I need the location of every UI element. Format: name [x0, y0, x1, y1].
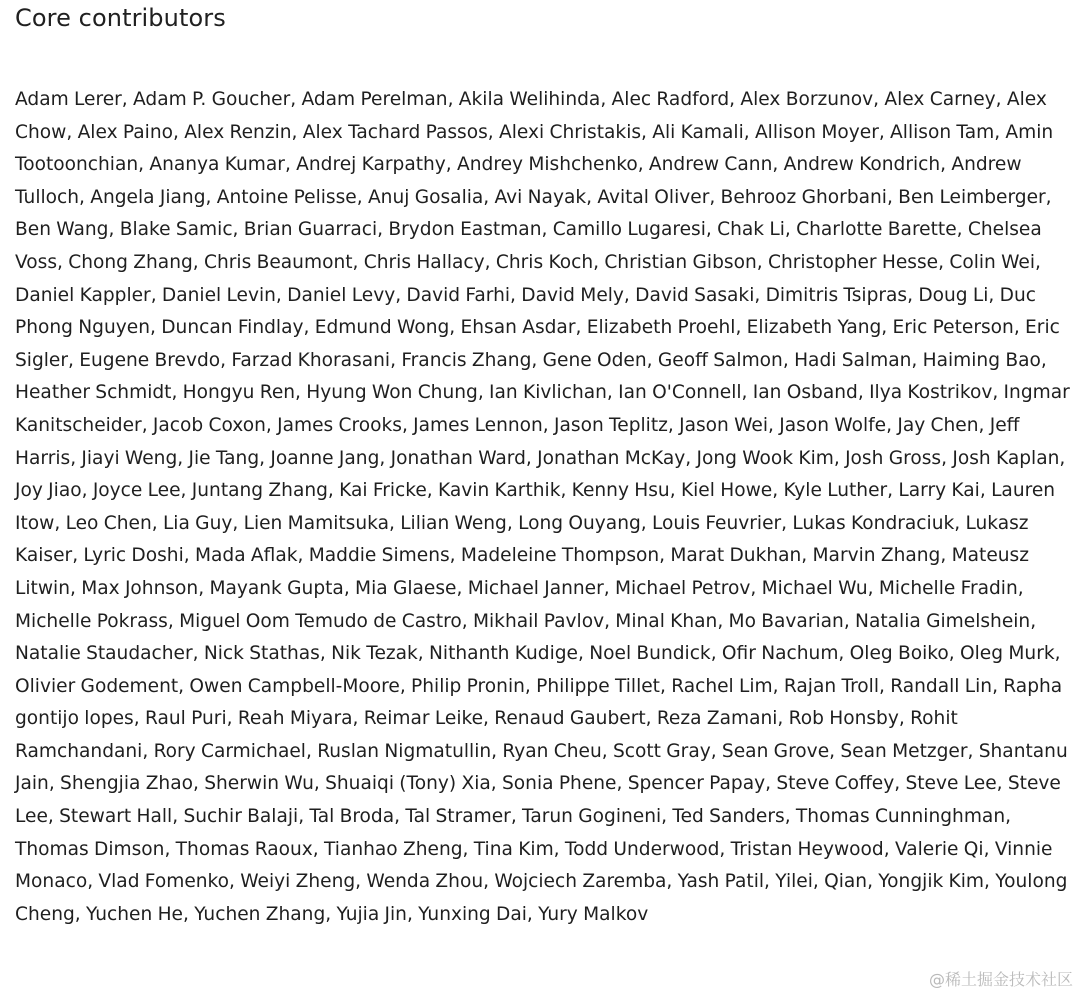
contributors-list: Adam Lerer, Adam P. Goucher, Adam Perelman, Akila Welihinda, Alec Radford, Alex Borzunov, Alex Carney, Alex Chow, Alex Paino, Alex Renzin, Alex Tachard Passos, Alexi Christakis, Ali Kamali, Allison Moyer, Allison Tam, Amin Tootoonchian, Ananya Kumar, Andrej Karpathy, Andrey Mishchenko, Andrew Cann, Andrew Kondrich, Andrew Tulloch, Angela Jiang, Antoine Pelisse, Anuj Gosalia, Avi Nayak, Avital Oliver, Behrooz Ghorbani, Ben Leimberger, Ben Wang, Blake Samic, Brian Guarraci, Brydon Eastman, Camillo Lugaresi, Chak Li, Charlotte Barette, Chelsea Voss, Chong Zhang, Chris Beaumont, Chris Hallacy, Chris Koch, Christian Gibson, Christopher Hesse, Colin Wei, Daniel Kappler, Daniel Levin, Daniel Levy, David Farhi, David Mely, David Sasaki, Dimitris Tsipras, Doug Li, Duc Phong Nguyen, Duncan Findlay, Edmund Wong, Ehsan Asdar, Elizabeth Proehl, Elizabeth Yang, Eric Peterson, Eric Sigler, Eugene Brevdo, Farzad Khorasani, Francis Zhang, Gene Oden, Geoff Salmon, Hadi Salman, Haiming Bao, Heather Schmidt, Hongyu Ren, Hyung Won Chung, Ian Kivlichan, Ian O'Connell, Ian Osband, Ilya Kostrikov, Ingmar Kanitscheider, Jacob Coxon, James Crooks, James Lennon, Jason Teplitz, Jason Wei, Jason Wolfe, Jay Chen, Jeff Harris, Jiayi Weng, Jie Tang, Joanne Jang, Jonathan Ward, Jonathan McKay, Jong Wook Kim, Josh Gross, Josh Kaplan, Joy Jiao, Joyce Lee, Juntang Zhang, Kai Fricke, Kavin Karthik, Kenny Hsu, Kiel Howe, Kyle Luther, Larry Kai, Lauren Itow, Leo Chen, Lia Guy, Lien Mamitsuka, Lilian Weng, Long Ouyang, Louis Feuvrier, Lukas Kondraciuk, Lukasz Kaiser, Lyric Doshi, Mada Aflak, Maddie Simens, Madeleine Thompson, Marat Dukhan, Marvin Zhang, Mateusz Litwin, Max Johnson, Mayank Gupta, Mia Glaese, Michael Janner, Michael Petrov, Michael Wu, Michelle Fradin, Michelle Pokrass, Miguel Oom Temudo de Castro, Mikhail Pavlov, Minal Khan, Mo Bavarian, Natalia Gimelshein, Natalie Staudacher, Nick Stathas, Nik Tezak, Nithanth Kudige, Noel Bundick, Ofir Nachum, Oleg Boiko, Oleg Murk, Olivier Godement, Owen Campbell-Moore, Philip Pronin, Philippe Tillet, Rachel Lim, Rajan Troll, Randall Lin, Rapha gontijo lopes, Raul Puri, Reah Miyara, Reimar Leike, Renaud Gaubert, Reza Zamani, Rob Honsby, Rohit Ramchandani, Rory Carmichael, Ruslan Nigmatullin, Ryan Cheu, Scott Gray, Sean Grove, Sean Metzger, Shantanu Jain, Shengjia Zhao, Sherwin Wu, Shuaiqi (Tony) Xia, Sonia Phene, Spencer Papay, Steve Coffey, Steve Lee, Steve Lee, Stewart Hall, Suchir Balaji, Tal Broda, Tal Stramer, Tarun Gogineni, Ted Sanders, Thomas Cunninghman, Thomas Dimson, Thomas Raoux, Tianhao Zheng, Tina Kim, Todd Underwood, Tristan Heywood, Valerie Qi, Vinnie Monaco, Vlad Fomenko, Weiyi Zheng, Wenda Zhou, Wojciech Zaremba, Yash Patil, Yilei, Qian, Yongjik Kim, Youlong Cheng, Yuchen He, Yuchen Zhang, Yujia Jin, Yunxing Dai, Yury Malkov — [15, 89, 1070, 925]
watermark: @稀土掘金技术社区 — [928, 970, 1073, 989]
section-heading: Core contributors — [15, 4, 226, 32]
